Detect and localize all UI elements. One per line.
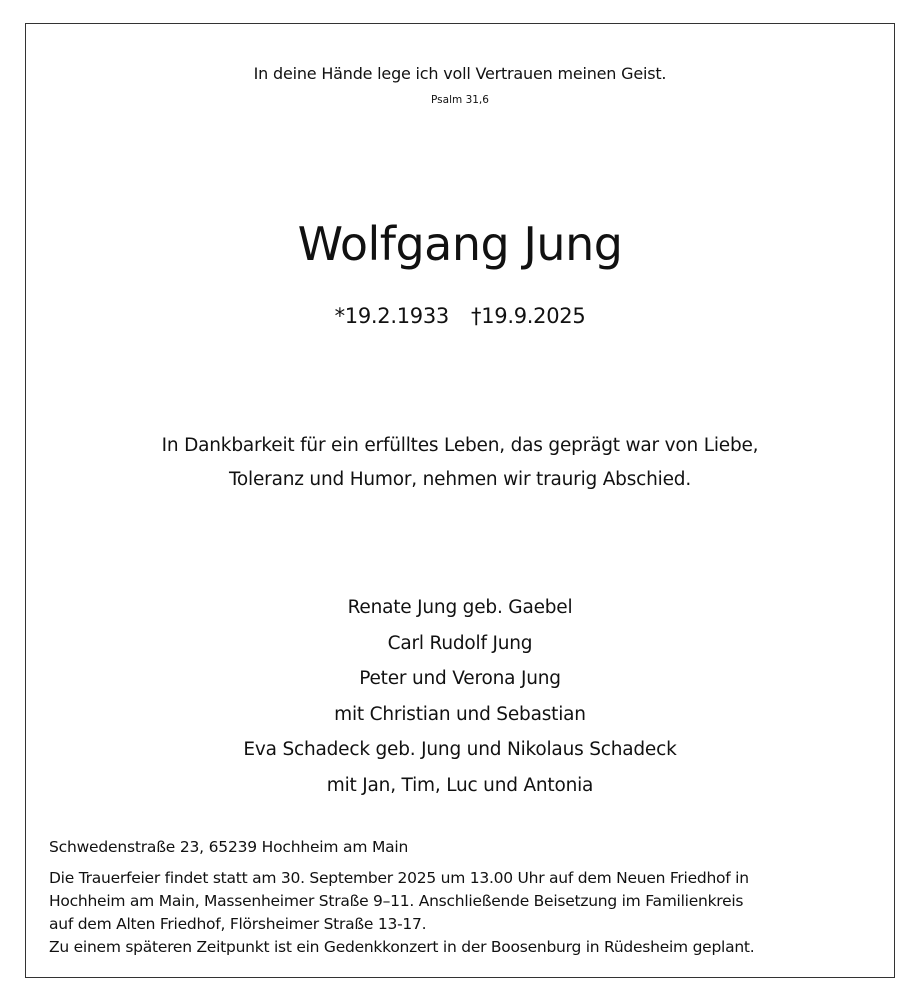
thanks-line: In Dankbarkeit für ein erfülltes Leben, das geprägt war von Liebe, xyxy=(161,435,759,456)
deceased-name: Wolfgang Jung xyxy=(297,217,623,271)
notice-line: auf dem Alten Friedhof, Flörsheimer Straße 13-17. xyxy=(49,915,427,933)
family-member: Peter und Verona Jung xyxy=(359,668,561,689)
family-list xyxy=(26,590,894,803)
death-date: †19.9.2025 xyxy=(471,304,586,328)
notice-line: Hochheim am Main, Massenheimer Straße 9–11. Anschließende Beisetzung im Familienkreis xyxy=(49,892,744,910)
thanks-text xyxy=(26,429,894,497)
verse-reference: Psalm 31,6 xyxy=(431,94,489,106)
family-member: Carl Rudolf Jung xyxy=(387,632,533,654)
family-member: Eva Schadeck geb. Jung und Nikolaus Schadeck xyxy=(243,739,677,760)
family-member: mit Jan, Tim, Luc und Antonia xyxy=(326,774,594,796)
birth-date: *19.2.1933 xyxy=(334,304,449,328)
funeral-notice xyxy=(49,867,879,959)
obituary-frame xyxy=(25,23,895,978)
notice-line: Zu einem späteren Zeitpunkt ist ein Gedenkkonzert in der Boosenburg in Rüdesheim geplant. xyxy=(49,938,755,956)
family-member: mit Christian und Sebastian xyxy=(334,703,586,725)
thanks-line: Toleranz und Humor, nehmen wir traurig Abschied. xyxy=(228,469,692,490)
notice-line: Die Trauerfeier findet statt am 30. September 2025 um 13.00 Uhr auf dem Neuen Friedhof in xyxy=(49,869,749,887)
family-address: Schwedenstraße 23, 65239 Hochheim am Main xyxy=(49,838,409,856)
life-dates xyxy=(26,304,894,328)
family-member: Renate Jung geb. Gaebel xyxy=(347,597,573,618)
verse-text: In deine Hände lege ich voll Vertrauen meinen Geist. xyxy=(253,64,667,83)
